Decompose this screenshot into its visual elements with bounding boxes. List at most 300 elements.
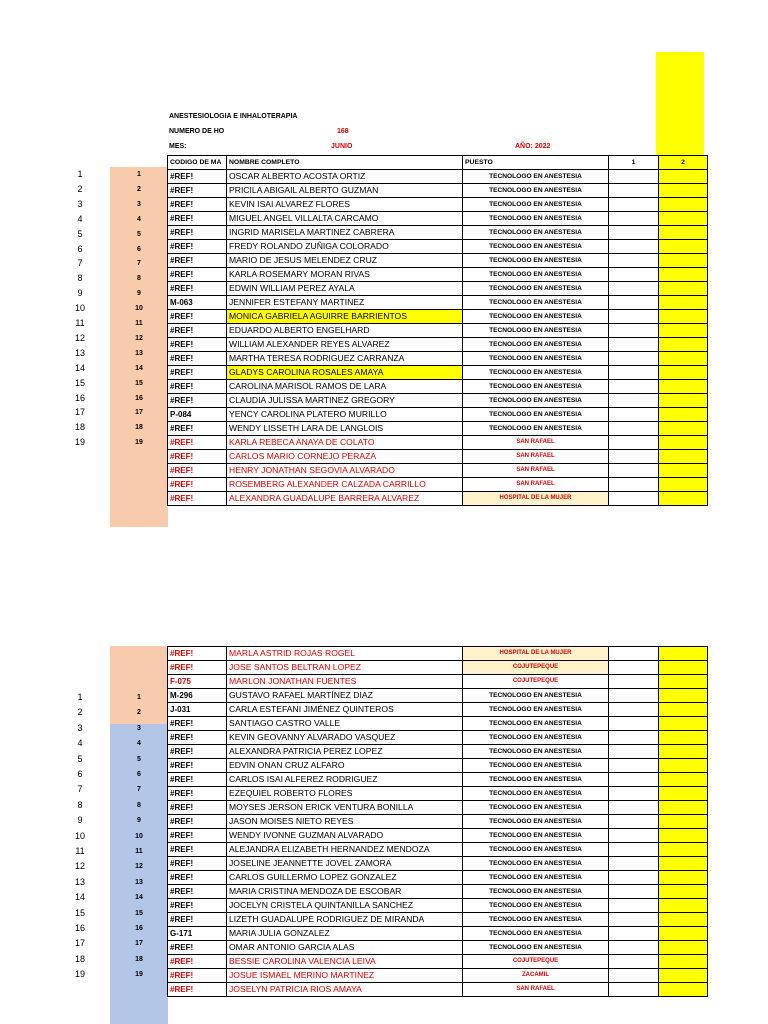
code-cell[interactable]: #REF! bbox=[168, 815, 227, 829]
puesto-cell[interactable]: TECNOLOGO EN ANESTESIA bbox=[463, 296, 609, 310]
day-1-cell[interactable] bbox=[609, 745, 659, 759]
day-1-cell[interactable] bbox=[609, 394, 659, 408]
name-cell[interactable]: WILLIAM ALEXANDER REYES ALVAREZ bbox=[227, 338, 463, 352]
puesto-cell[interactable]: TECNOLOGO EN ANESTESIA bbox=[463, 198, 609, 212]
puesto-cell[interactable]: TECNOLOGO EN ANESTESIA bbox=[463, 268, 609, 282]
row-number: 9 bbox=[77, 288, 83, 299]
code-cell[interactable]: #REF! bbox=[168, 843, 227, 857]
puesto-cell[interactable]: TECNOLOGO EN ANESTESIA bbox=[463, 394, 609, 408]
puesto-cell[interactable]: TECNOLOGO EN ANESTESIA bbox=[463, 843, 609, 857]
day-2-cell[interactable] bbox=[659, 913, 708, 927]
puesto-cell[interactable]: TECNOLOGO EN ANESTESIA bbox=[463, 282, 609, 296]
day-1-cell[interactable] bbox=[609, 422, 659, 436]
row-number: 4 bbox=[77, 738, 83, 749]
row-number: 10 bbox=[74, 830, 85, 841]
code-cell[interactable]: #REF! bbox=[168, 380, 227, 394]
puesto-cell[interactable]: TECNOLOGO EN ANESTESIA bbox=[463, 324, 609, 338]
name-cell[interactable]: ROSEMBERG ALEXANDER CALZADA CARRILLO bbox=[227, 478, 463, 492]
table-row bbox=[168, 801, 708, 815]
row-number: 16 bbox=[74, 923, 85, 933]
day-2-cell[interactable] bbox=[659, 198, 708, 212]
code-cell[interactable]: #REF! bbox=[168, 731, 227, 745]
day-1-cell[interactable] bbox=[609, 661, 659, 675]
name-cell[interactable]: GLADYS CAROLINA ROSALES AMAYA bbox=[227, 366, 463, 380]
table-row bbox=[168, 478, 708, 492]
name-cell[interactable]: CARLOS ISAI ALFEREZ RODRIGUEZ bbox=[227, 773, 463, 787]
day-1-cell[interactable] bbox=[609, 282, 659, 296]
code-cell[interactable]: #REF! bbox=[168, 857, 227, 871]
code-cell[interactable]: #REF! bbox=[168, 212, 227, 226]
code-cell[interactable]: #REF! bbox=[168, 282, 227, 296]
day-2-cell[interactable] bbox=[659, 661, 708, 675]
name-cell[interactable]: ALEJANDRA ELIZABETH HERNANDEZ MENDOZA bbox=[227, 843, 463, 857]
puesto-cell[interactable]: HOSPITAL DE LA MUJER bbox=[463, 492, 609, 506]
puesto-cell[interactable]: TECNOLOGO EN ANESTESIA bbox=[463, 380, 609, 394]
day-2-cell[interactable] bbox=[659, 254, 708, 268]
name-cell[interactable]: INGRID MARISELA MARTINEZ CABRERA bbox=[227, 226, 463, 240]
name-cell[interactable]: KEVIN GEOVANNY ALVARADO VASQUEZ bbox=[227, 731, 463, 745]
puesto-cell[interactable]: SAN RAFAEL bbox=[463, 450, 609, 464]
name-cell[interactable]: MARTHA TERESA RODRIGUEZ CARRANZA bbox=[227, 352, 463, 366]
table-row bbox=[168, 394, 708, 408]
row-number: 3 bbox=[77, 722, 83, 733]
code-cell[interactable]: #REF! bbox=[168, 829, 227, 843]
table-row bbox=[168, 338, 708, 352]
header-code: CODIGO DE MA bbox=[168, 156, 227, 170]
day-2-cell[interactable] bbox=[659, 408, 708, 422]
name-cell[interactable]: WENDY LISSETH LARA DE LANGLOIS bbox=[227, 422, 463, 436]
day-2-cell[interactable] bbox=[659, 857, 708, 871]
puesto-cell[interactable]: SAN RAFAEL bbox=[463, 478, 609, 492]
day-2-cell[interactable] bbox=[659, 282, 708, 296]
name-cell[interactable]: JASON MOISES NIETO REYES bbox=[227, 815, 463, 829]
name-cell[interactable]: MOYSES JERSON ERICK VENTURA BONILLA bbox=[227, 801, 463, 815]
department-title: ANESTESIOLOGIA E INHALOTERAPIA bbox=[169, 113, 298, 120]
code-cell[interactable]: #REF! bbox=[168, 464, 227, 478]
day-2-cell[interactable] bbox=[659, 703, 708, 717]
puesto-cell[interactable]: TECNOLOGO EN ANESTESIA bbox=[463, 801, 609, 815]
day-2-cell[interactable] bbox=[659, 969, 708, 983]
row-index: 5 bbox=[137, 230, 141, 238]
code-cell[interactable]: #REF! bbox=[168, 184, 227, 198]
puesto-cell[interactable]: TECNOLOGO EN ANESTESIA bbox=[463, 689, 609, 703]
staff-table-1 bbox=[167, 155, 708, 506]
day-1-cell[interactable] bbox=[609, 871, 659, 885]
day-2-cell[interactable] bbox=[659, 689, 708, 703]
code-cell[interactable]: M-063 bbox=[168, 296, 227, 310]
day-2-cell[interactable] bbox=[659, 829, 708, 843]
code-cell[interactable]: #REF! bbox=[168, 871, 227, 885]
puesto-cell[interactable]: SAN RAFAEL bbox=[463, 436, 609, 450]
day-1-cell[interactable] bbox=[609, 464, 659, 478]
table-row bbox=[168, 689, 708, 703]
row-index: 13 bbox=[135, 349, 143, 357]
table-row bbox=[168, 282, 708, 296]
puesto-cell[interactable]: TECNOLOGO EN ANESTESIA bbox=[463, 857, 609, 871]
day-1-cell[interactable] bbox=[609, 226, 659, 240]
day-1-cell[interactable] bbox=[609, 885, 659, 899]
day-1-cell[interactable] bbox=[609, 254, 659, 268]
puesto-cell[interactable]: HOSPITAL DE LA MUJER bbox=[463, 647, 609, 661]
name-cell[interactable]: OMAR ANTONIO GARCIA ALAS bbox=[227, 941, 463, 955]
day-2-cell[interactable] bbox=[659, 983, 708, 997]
day-2-cell[interactable] bbox=[659, 268, 708, 282]
code-cell[interactable]: #REF! bbox=[168, 310, 227, 324]
day-2-cell[interactable] bbox=[659, 394, 708, 408]
table-row bbox=[168, 212, 708, 226]
day-1-cell[interactable] bbox=[609, 647, 659, 661]
code-cell[interactable]: #REF! bbox=[168, 983, 227, 997]
row-number: 9 bbox=[77, 815, 83, 826]
puesto-cell[interactable]: TECNOLOGO EN ANESTESIA bbox=[463, 899, 609, 913]
day-1-cell[interactable] bbox=[609, 296, 659, 310]
day-2-cell[interactable] bbox=[659, 436, 708, 450]
puesto-cell[interactable]: TECNOLOGO EN ANESTESIA bbox=[463, 871, 609, 885]
day-1-cell[interactable] bbox=[609, 184, 659, 198]
name-cell[interactable]: SANTIAGO CASTRO VALLE bbox=[227, 717, 463, 731]
code-cell[interactable]: #REF! bbox=[168, 268, 227, 282]
day-2-cell[interactable] bbox=[659, 422, 708, 436]
table-row bbox=[168, 647, 708, 661]
row-index: 2 bbox=[137, 709, 141, 717]
table-row bbox=[168, 899, 708, 913]
name-cell[interactable]: OSCAR ALBERTO ACOSTA ORTIZ bbox=[227, 170, 463, 184]
day-2-cell[interactable] bbox=[659, 324, 708, 338]
row-number: 8 bbox=[77, 799, 83, 810]
day-1-cell[interactable] bbox=[609, 787, 659, 801]
name-cell[interactable]: GUSTAVO RAFAEL MARTÍNEZ DIAZ bbox=[227, 689, 463, 703]
code-cell[interactable]: #REF! bbox=[168, 661, 227, 675]
name-cell[interactable]: MARIA CRISTINA MENDOZA DE ESCOBAR bbox=[227, 885, 463, 899]
code-cell[interactable]: #REF! bbox=[168, 941, 227, 955]
table-row bbox=[168, 773, 708, 787]
puesto-cell[interactable]: ZACAMIL bbox=[463, 969, 609, 983]
name-cell[interactable]: CARLOS GUILLERMO LOPEZ GONZALEZ bbox=[227, 871, 463, 885]
code-cell[interactable]: #REF! bbox=[168, 254, 227, 268]
day-1-cell[interactable] bbox=[609, 310, 659, 324]
name-cell[interactable]: JOSELINE JEANNETTE JOVEL ZAMORA bbox=[227, 857, 463, 871]
day-2-cell[interactable] bbox=[659, 240, 708, 254]
day-2-cell[interactable] bbox=[659, 338, 708, 352]
code-cell[interactable]: #REF! bbox=[168, 394, 227, 408]
day-1-cell[interactable] bbox=[609, 675, 659, 689]
row-number: 7 bbox=[77, 784, 83, 795]
name-cell[interactable]: JOSELYN PATRICIA RIOS AMAYA bbox=[227, 983, 463, 997]
day-2-cell[interactable] bbox=[659, 745, 708, 759]
table-row bbox=[168, 408, 708, 422]
row-number: 2 bbox=[77, 183, 83, 194]
day-2-cell[interactable] bbox=[659, 885, 708, 899]
day-1-cell[interactable] bbox=[609, 198, 659, 212]
name-cell[interactable]: WENDY IVONNE GUZMAN ALVARADO bbox=[227, 829, 463, 843]
day-1-cell[interactable] bbox=[609, 857, 659, 871]
day-2-cell[interactable] bbox=[659, 801, 708, 815]
code-cell[interactable]: #REF! bbox=[168, 170, 227, 184]
name-cell[interactable]: MARIA JULIA GONZALEZ bbox=[227, 927, 463, 941]
name-cell[interactable]: MARLA ASTRID ROJAS ROGEL bbox=[227, 647, 463, 661]
name-cell[interactable]: BESSIE CAROLINA VALENCIA LEIVA bbox=[227, 955, 463, 969]
day-1-cell[interactable] bbox=[609, 941, 659, 955]
code-cell[interactable]: #REF! bbox=[168, 366, 227, 380]
day-2-cell[interactable] bbox=[659, 927, 708, 941]
numbering-band-2 bbox=[110, 724, 168, 1024]
name-cell[interactable]: JOCELYN CRISTELA QUINTANILLA SANCHEZ bbox=[227, 899, 463, 913]
day-1-cell[interactable] bbox=[609, 478, 659, 492]
row-number: 14 bbox=[74, 362, 85, 373]
numero-label: NUMERO DE HO bbox=[169, 128, 225, 135]
puesto-cell[interactable]: TECNOLOGO EN ANESTESIA bbox=[463, 885, 609, 899]
row-index: 15 bbox=[135, 909, 143, 917]
day-2-cell[interactable] bbox=[659, 226, 708, 240]
day-1-cell[interactable] bbox=[609, 815, 659, 829]
day-1-cell[interactable] bbox=[609, 366, 659, 380]
name-cell[interactable]: PRICILA ABIGAIL ALBERTO GUZMAN bbox=[227, 184, 463, 198]
day-2-cell[interactable] bbox=[659, 731, 708, 745]
puesto-cell[interactable]: TECNOLOGO EN ANESTESIA bbox=[463, 170, 609, 184]
table-row bbox=[168, 745, 708, 759]
name-cell[interactable]: KARLA ROSEMARY MORAN RIVAS bbox=[227, 268, 463, 282]
day-2-cell[interactable] bbox=[659, 843, 708, 857]
code-cell[interactable]: #REF! bbox=[168, 352, 227, 366]
name-cell[interactable]: JOSUE ISMAEL MERINO MARTINEZ bbox=[227, 969, 463, 983]
row-index: 5 bbox=[137, 755, 141, 763]
day-2-cell[interactable] bbox=[659, 352, 708, 366]
row-index: 1 bbox=[137, 171, 141, 178]
code-cell[interactable]: #REF! bbox=[168, 745, 227, 759]
day-1-cell[interactable] bbox=[609, 703, 659, 717]
mes-label: MES: bbox=[169, 143, 187, 150]
puesto-cell[interactable]: TECNOLOGO EN ANESTESIA bbox=[463, 731, 609, 745]
name-cell[interactable]: EDUARDO ALBERTO ENGELHARD bbox=[227, 324, 463, 338]
name-cell[interactable]: KEVIN ISAI ALVAREZ FLORES bbox=[227, 198, 463, 212]
puesto-cell[interactable]: TECNOLOGO EN ANESTESIA bbox=[463, 829, 609, 843]
name-cell[interactable]: CARLA ESTEFANI JIMÉNEZ QUINTEROS bbox=[227, 703, 463, 717]
puesto-cell[interactable]: TECNOLOGO EN ANESTESIA bbox=[463, 773, 609, 787]
day-2-cell[interactable] bbox=[659, 450, 708, 464]
day-1-cell[interactable] bbox=[609, 773, 659, 787]
day-2-cell[interactable] bbox=[659, 464, 708, 478]
row-number: 19 bbox=[74, 969, 85, 980]
puesto-cell[interactable]: SAN RAFAEL bbox=[463, 983, 609, 997]
day-2-cell[interactable] bbox=[659, 366, 708, 380]
code-cell[interactable]: F-075 bbox=[168, 675, 227, 689]
row-number: 6 bbox=[77, 243, 83, 254]
puesto-cell[interactable]: TECNOLOGO EN ANESTESIA bbox=[463, 717, 609, 731]
code-cell[interactable]: #REF! bbox=[168, 324, 227, 338]
puesto-cell[interactable]: COJUTEPEQUE bbox=[463, 955, 609, 969]
day-2-cell[interactable] bbox=[659, 296, 708, 310]
day-1-cell[interactable] bbox=[609, 324, 659, 338]
name-cell[interactable]: KARLA REBECA ANAYA DE COLATO bbox=[227, 436, 463, 450]
day-2-cell[interactable] bbox=[659, 773, 708, 787]
puesto-cell[interactable]: TECNOLOGO EN ANESTESIA bbox=[463, 240, 609, 254]
name-cell[interactable]: YENCY CAROLINA PLATERO MURILLO bbox=[227, 408, 463, 422]
puesto-cell[interactable]: TECNOLOGO EN ANESTESIA bbox=[463, 815, 609, 829]
code-cell[interactable]: #REF! bbox=[168, 226, 227, 240]
table-row bbox=[168, 857, 708, 871]
table-row bbox=[168, 731, 708, 745]
day-1-cell[interactable] bbox=[609, 801, 659, 815]
puesto-cell[interactable]: TECNOLOGO EN ANESTESIA bbox=[463, 927, 609, 941]
table-row bbox=[168, 422, 708, 436]
puesto-cell[interactable]: TECNOLOGO EN ANESTESIA bbox=[463, 759, 609, 773]
code-cell[interactable]: #REF! bbox=[168, 492, 227, 506]
code-cell[interactable]: #REF! bbox=[168, 899, 227, 913]
name-cell[interactable]: MIGUEL ANGEL VILLALTA CARCAMO bbox=[227, 212, 463, 226]
day-2-cell[interactable] bbox=[659, 899, 708, 913]
day-1-cell[interactable] bbox=[609, 983, 659, 997]
row-number: 14 bbox=[74, 892, 85, 903]
code-cell[interactable]: #REF! bbox=[168, 450, 227, 464]
day-2-cell[interactable] bbox=[659, 492, 708, 506]
day-1-cell[interactable] bbox=[609, 843, 659, 857]
day-2-cell[interactable] bbox=[659, 478, 708, 492]
puesto-cell[interactable]: TECNOLOGO EN ANESTESIA bbox=[463, 408, 609, 422]
code-cell[interactable]: #REF! bbox=[168, 969, 227, 983]
day-1-cell[interactable] bbox=[609, 240, 659, 254]
day-2-cell[interactable] bbox=[659, 759, 708, 773]
name-cell[interactable]: MARLON JONATHAN FUENTES bbox=[227, 675, 463, 689]
code-cell[interactable]: #REF! bbox=[168, 647, 227, 661]
day-1-cell[interactable] bbox=[609, 913, 659, 927]
table-row bbox=[168, 450, 708, 464]
day-1-cell[interactable] bbox=[609, 436, 659, 450]
code-cell[interactable]: J-031 bbox=[168, 703, 227, 717]
puesto-cell[interactable]: COJUTEPEQUE bbox=[463, 675, 609, 689]
code-cell[interactable]: #REF! bbox=[168, 955, 227, 969]
day-1-cell[interactable] bbox=[609, 212, 659, 226]
day-2-cell[interactable] bbox=[659, 815, 708, 829]
code-cell[interactable]: #REF! bbox=[168, 759, 227, 773]
code-cell[interactable]: P-084 bbox=[168, 408, 227, 422]
code-cell[interactable]: #REF! bbox=[168, 717, 227, 731]
name-cell[interactable]: CLAUDIA JULISSA MARTINEZ GREGORY bbox=[227, 394, 463, 408]
table-row bbox=[168, 759, 708, 773]
code-cell[interactable]: M-296 bbox=[168, 689, 227, 703]
day-2-cell[interactable] bbox=[659, 184, 708, 198]
day-1-cell[interactable] bbox=[609, 689, 659, 703]
row-index: 11 bbox=[135, 320, 143, 327]
day-2-cell[interactable] bbox=[659, 941, 708, 955]
day-1-cell[interactable] bbox=[609, 759, 659, 773]
day-1-cell[interactable] bbox=[609, 927, 659, 941]
name-cell[interactable]: LIZETH GUADALUPE RODRIGUEZ DE MIRANDA bbox=[227, 913, 463, 927]
day-2-cell[interactable] bbox=[659, 212, 708, 226]
puesto-cell[interactable]: TECNOLOGO EN ANESTESIA bbox=[463, 338, 609, 352]
day-2-cell[interactable] bbox=[659, 647, 708, 661]
code-cell[interactable]: #REF! bbox=[168, 773, 227, 787]
name-cell[interactable]: CARLOS MARIO CORNEJO PERAZA bbox=[227, 450, 463, 464]
row-index: 10 bbox=[135, 305, 143, 313]
code-cell[interactable]: #REF! bbox=[168, 436, 227, 450]
day-1-cell[interactable] bbox=[609, 717, 659, 731]
code-cell[interactable]: #REF! bbox=[168, 478, 227, 492]
name-cell[interactable]: EDVIN ONAN CRUZ ALFARO bbox=[227, 759, 463, 773]
code-cell[interactable]: G-171 bbox=[168, 927, 227, 941]
puesto-cell[interactable]: TECNOLOGO EN ANESTESIA bbox=[463, 310, 609, 324]
day-1-cell[interactable] bbox=[609, 492, 659, 506]
day-1-cell[interactable] bbox=[609, 338, 659, 352]
name-cell[interactable]: EDWIN WILLIAM PEREZ AYALA bbox=[227, 282, 463, 296]
puesto-cell[interactable]: TECNOLOGO EN ANESTESIA bbox=[463, 212, 609, 226]
code-cell[interactable]: #REF! bbox=[168, 338, 227, 352]
name-cell[interactable]: FREDY ROLANDO ZUÑIGA COLORADO bbox=[227, 240, 463, 254]
day-1-cell[interactable] bbox=[609, 899, 659, 913]
code-cell[interactable]: #REF! bbox=[168, 913, 227, 927]
puesto-cell[interactable]: TECNOLOGO EN ANESTESIA bbox=[463, 422, 609, 436]
table-row bbox=[168, 184, 708, 198]
code-cell[interactable]: #REF! bbox=[168, 885, 227, 899]
day-1-cell[interactable] bbox=[609, 352, 659, 366]
name-cell[interactable]: JENNIFER ESTEFANY MARTINEZ bbox=[227, 296, 463, 310]
name-cell[interactable]: JOSE SANTOS BELTRAN LOPEZ bbox=[227, 661, 463, 675]
header-col-2: 2 bbox=[659, 156, 708, 170]
day-1-cell[interactable] bbox=[609, 450, 659, 464]
day-2-cell[interactable] bbox=[659, 787, 708, 801]
puesto-cell[interactable]: TECNOLOGO EN ANESTESIA bbox=[463, 254, 609, 268]
row-number: 4 bbox=[77, 213, 83, 224]
day-1-cell[interactable] bbox=[609, 380, 659, 394]
name-cell[interactable]: ALEXANDRA GUADALUPE BARRERA ALVAREZ bbox=[227, 492, 463, 506]
day-1-cell[interactable] bbox=[609, 969, 659, 983]
row-number: 15 bbox=[74, 377, 85, 388]
puesto-cell[interactable]: TECNOLOGO EN ANESTESIA bbox=[463, 745, 609, 759]
day-2-cell[interactable] bbox=[659, 675, 708, 689]
name-cell[interactable]: HENRY JONATHAN SEGOVIA ALVARADO bbox=[227, 464, 463, 478]
puesto-cell[interactable]: COJUTEPEQUE bbox=[463, 661, 609, 675]
code-cell[interactable]: #REF! bbox=[168, 422, 227, 436]
puesto-cell[interactable]: TECNOLOGO EN ANESTESIA bbox=[463, 352, 609, 366]
name-cell[interactable]: EZEQUIEL ROBERTO FLORES bbox=[227, 787, 463, 801]
puesto-cell[interactable]: TECNOLOGO EN ANESTESIA bbox=[463, 913, 609, 927]
day-2-cell[interactable] bbox=[659, 380, 708, 394]
name-cell[interactable]: ALEXANDRA PATRICIA PEREZ LOPEZ bbox=[227, 745, 463, 759]
name-cell[interactable]: MARIO DE JESUS MELENDEZ CRUZ bbox=[227, 254, 463, 268]
row-number: 19 bbox=[74, 437, 85, 448]
puesto-cell[interactable]: TECNOLOGO EN ANESTESIA bbox=[463, 703, 609, 717]
code-cell[interactable]: #REF! bbox=[168, 198, 227, 212]
name-cell[interactable]: CAROLINA MARISOL RAMOS DE LARA bbox=[227, 380, 463, 394]
row-index: 15 bbox=[135, 379, 143, 387]
row-number: 17 bbox=[74, 938, 85, 949]
puesto-cell[interactable]: TECNOLOGO EN ANESTESIA bbox=[463, 941, 609, 955]
code-cell[interactable]: #REF! bbox=[168, 801, 227, 815]
puesto-cell[interactable]: TECNOLOGO EN ANESTESIA bbox=[463, 366, 609, 380]
day-1-cell[interactable] bbox=[609, 955, 659, 969]
day-1-cell[interactable] bbox=[609, 170, 659, 184]
puesto-cell[interactable]: SAN RAFAEL bbox=[463, 464, 609, 478]
row-index: 14 bbox=[135, 364, 143, 372]
day-2-cell[interactable] bbox=[659, 310, 708, 324]
day-1-cell[interactable] bbox=[609, 731, 659, 745]
day-2-cell[interactable] bbox=[659, 955, 708, 969]
table-row bbox=[168, 366, 708, 380]
puesto-cell[interactable]: TECNOLOGO EN ANESTESIA bbox=[463, 226, 609, 240]
day-2-cell[interactable] bbox=[659, 871, 708, 885]
puesto-cell[interactable]: TECNOLOGO EN ANESTESIA bbox=[463, 787, 609, 801]
day-1-cell[interactable] bbox=[609, 268, 659, 282]
code-cell[interactable]: #REF! bbox=[168, 240, 227, 254]
day-2-cell[interactable] bbox=[659, 170, 708, 184]
table-row bbox=[168, 927, 708, 941]
day-1-cell[interactable] bbox=[609, 408, 659, 422]
puesto-cell[interactable]: TECNOLOGO EN ANESTESIA bbox=[463, 184, 609, 198]
row-index: 12 bbox=[135, 863, 143, 871]
day-1-cell[interactable] bbox=[609, 829, 659, 843]
day-2-cell[interactable] bbox=[659, 717, 708, 731]
code-cell[interactable]: #REF! bbox=[168, 787, 227, 801]
name-cell[interactable]: MONICA GABRIELA AGUIRRE BARRIENTOS bbox=[227, 310, 463, 324]
